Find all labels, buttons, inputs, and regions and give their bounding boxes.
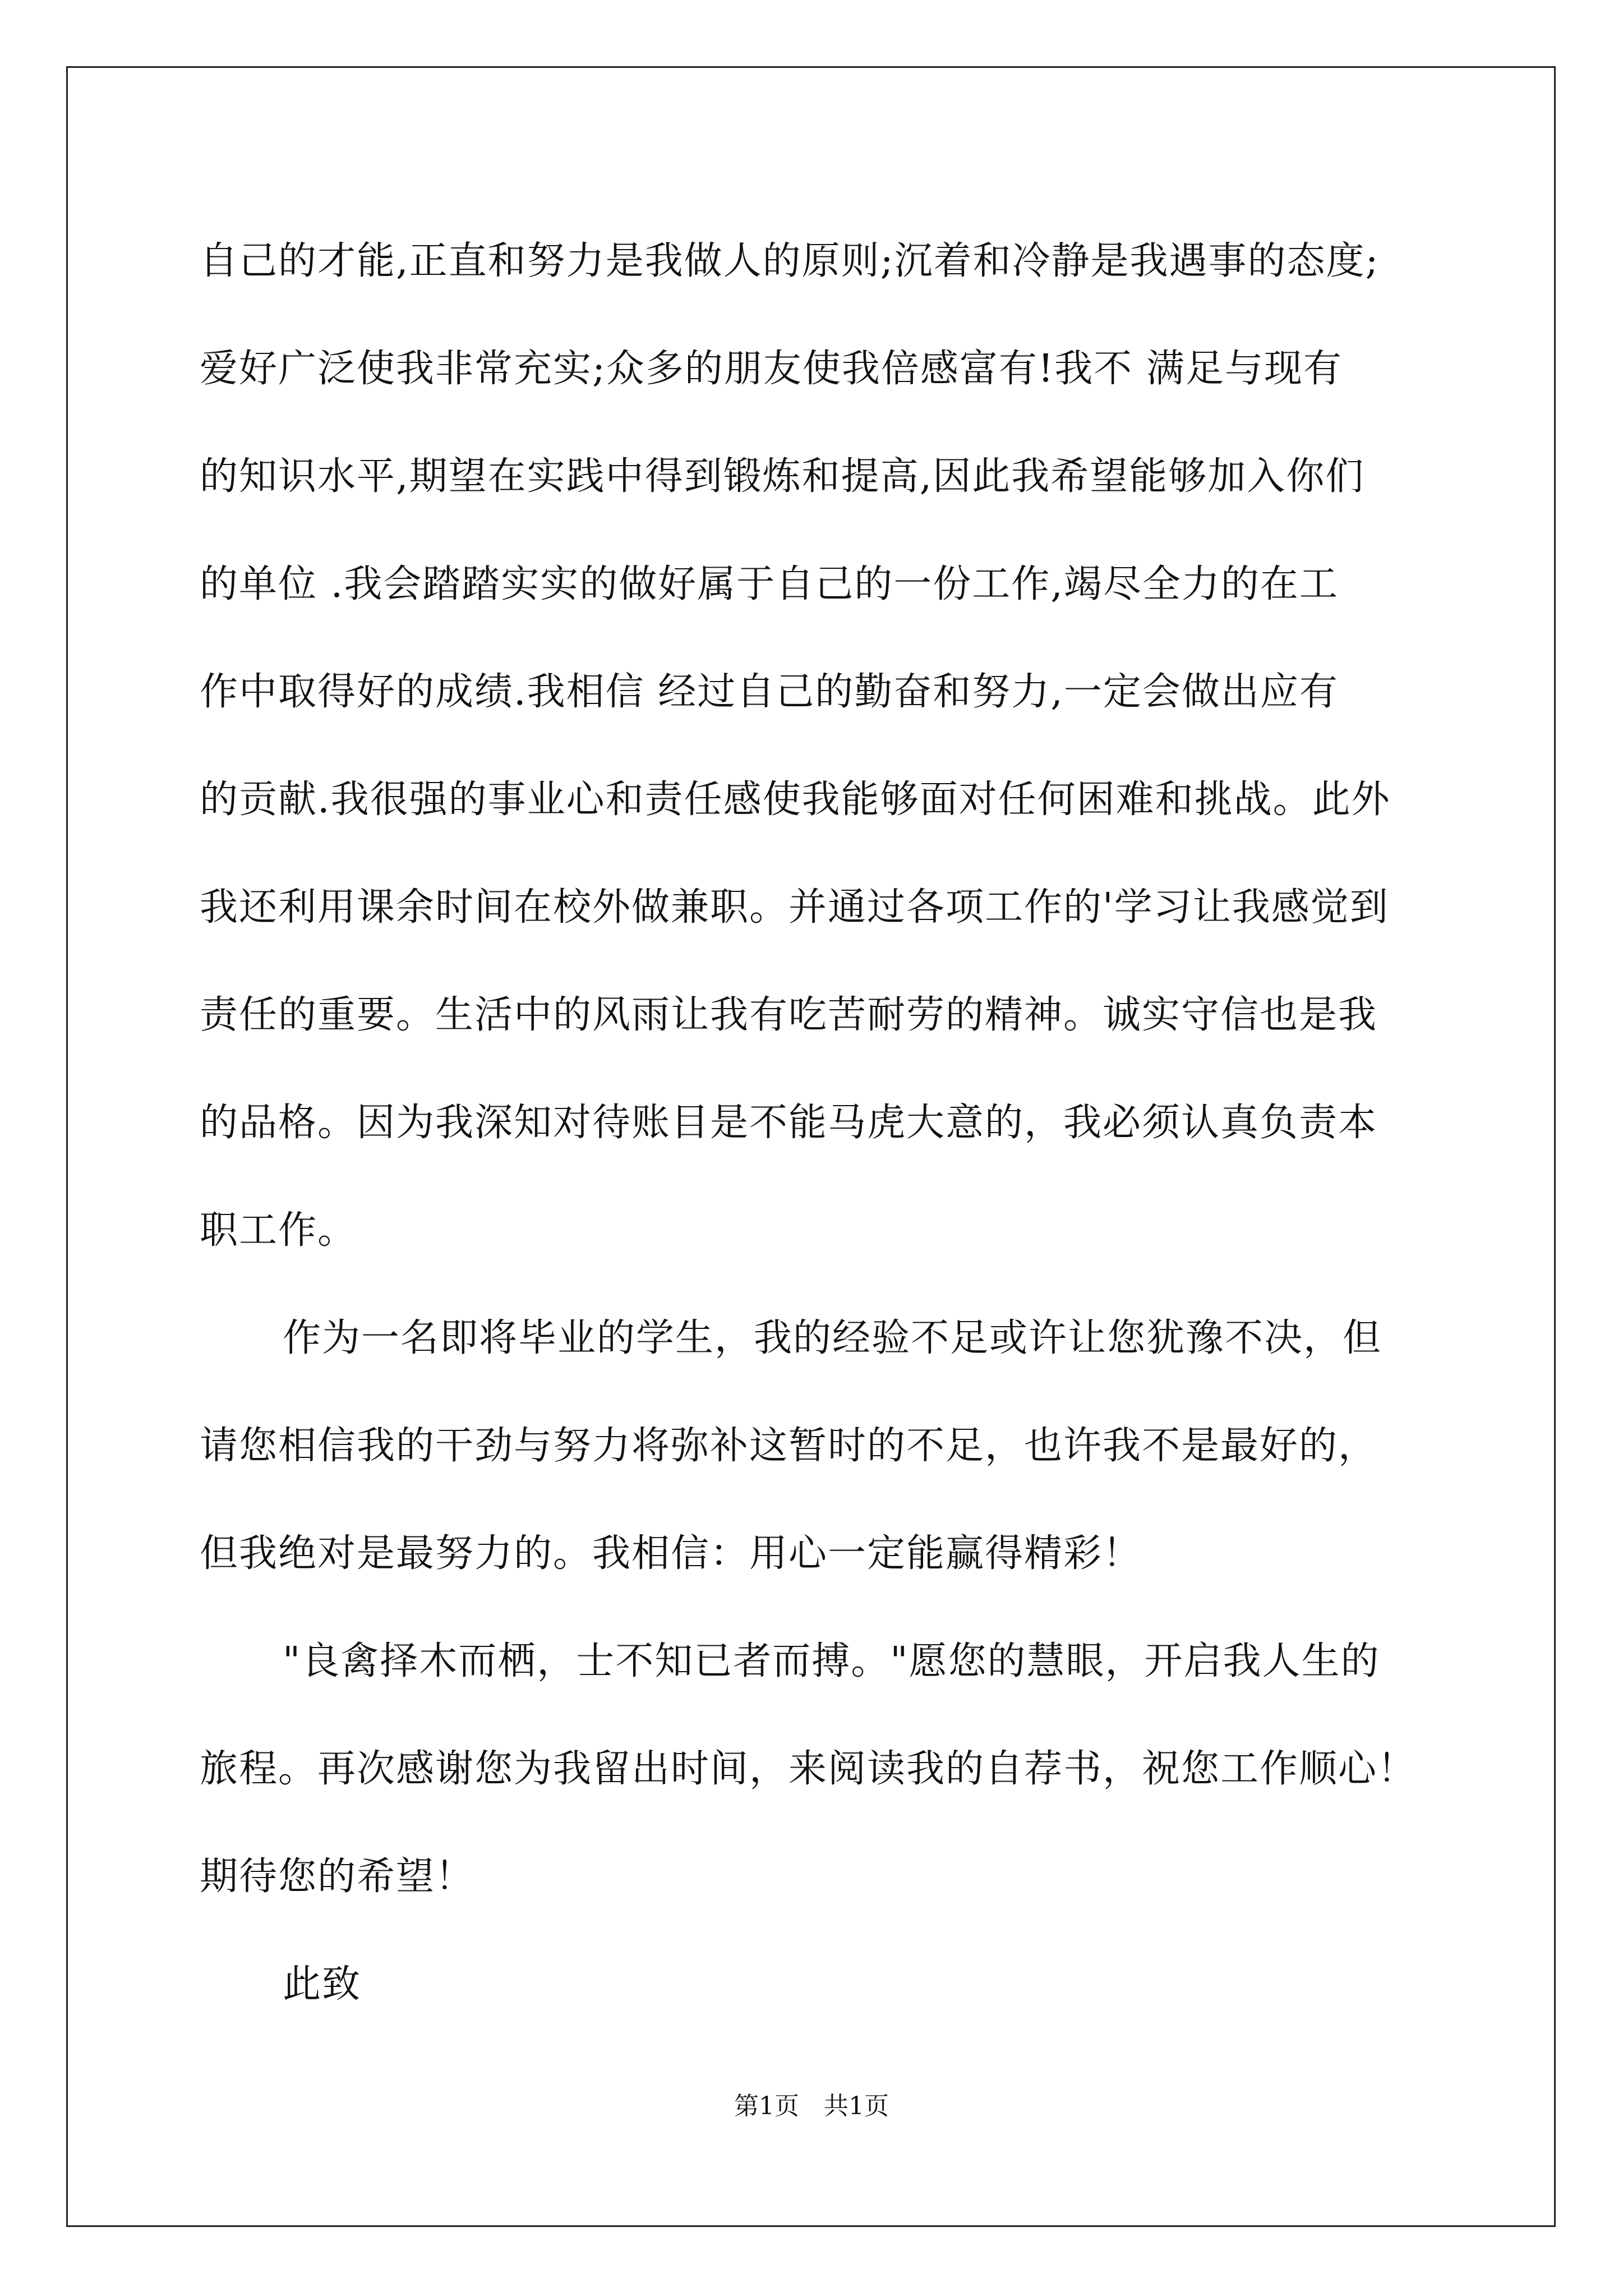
- text-line: 职工作。: [200, 1208, 357, 1253]
- document-body: [200, 208, 1456, 2039]
- text-line: 但我绝对是最努力的。我相信：用心一定能赢得精彩！: [200, 1531, 1142, 1576]
- paragraph-start-line: 作为一名即将毕业的学生，我的经验不足或许让您犹豫不决，但: [283, 1316, 1382, 1360]
- text-line: 责任的重要。生活中的风雨让我有吃苦耐劳的精神。诚实守信也是我: [200, 993, 1378, 1037]
- text-line: 请您相信我的干劲与努力将弥补这暂时的不足，也许我不是最好的，: [200, 1424, 1378, 1468]
- text-line: 期待您的希望！: [200, 1855, 475, 1899]
- text-line: 作中取得好的成绩.我相信 经过自己的勤奋和努力,一定会做出应有: [200, 670, 1339, 714]
- text-line: 我还利用课余时间在校外做兼职。并通过各项工作的'学习让我感觉到: [200, 885, 1389, 930]
- text-line: 的贡献.我很强的事业心和责任感使我能够面对任何困难和挑战。此外: [200, 777, 1391, 822]
- closing-salutation: 此致: [283, 1962, 362, 2007]
- text-line: 爱好广泛使我非常充实;众多的朋友使我倍感富有!我不 满足与现有: [200, 347, 1343, 391]
- text-line: 的品格。因为我深知对待账目是不能马虎大意的，我必须认真负责本: [200, 1101, 1378, 1145]
- text-line: 旅程。再次感谢您为我留出时间，来阅读我的自荐书，祝您工作顺心！: [200, 1747, 1417, 1791]
- text-line: 的知识水平,期望在实践中得到锻炼和提高,因此我希望能够加入你们: [200, 454, 1365, 499]
- page-number: 第1页 共1页: [734, 2092, 889, 2120]
- paragraph-start-line: "良禽择木而栖，士不知已者而搏。"愿您的慧眼，开启我人生的: [283, 1639, 1380, 1683]
- page-footer: [0, 2090, 1623, 2123]
- text-line: 自己的才能,正直和努力是我做人的原则;沉着和冷静是我遇事的态度;: [200, 239, 1380, 283]
- text-line: 的单位 .我会踏踏实实的做好属于自己的一份工作,竭尽全力的在工: [200, 562, 1339, 606]
